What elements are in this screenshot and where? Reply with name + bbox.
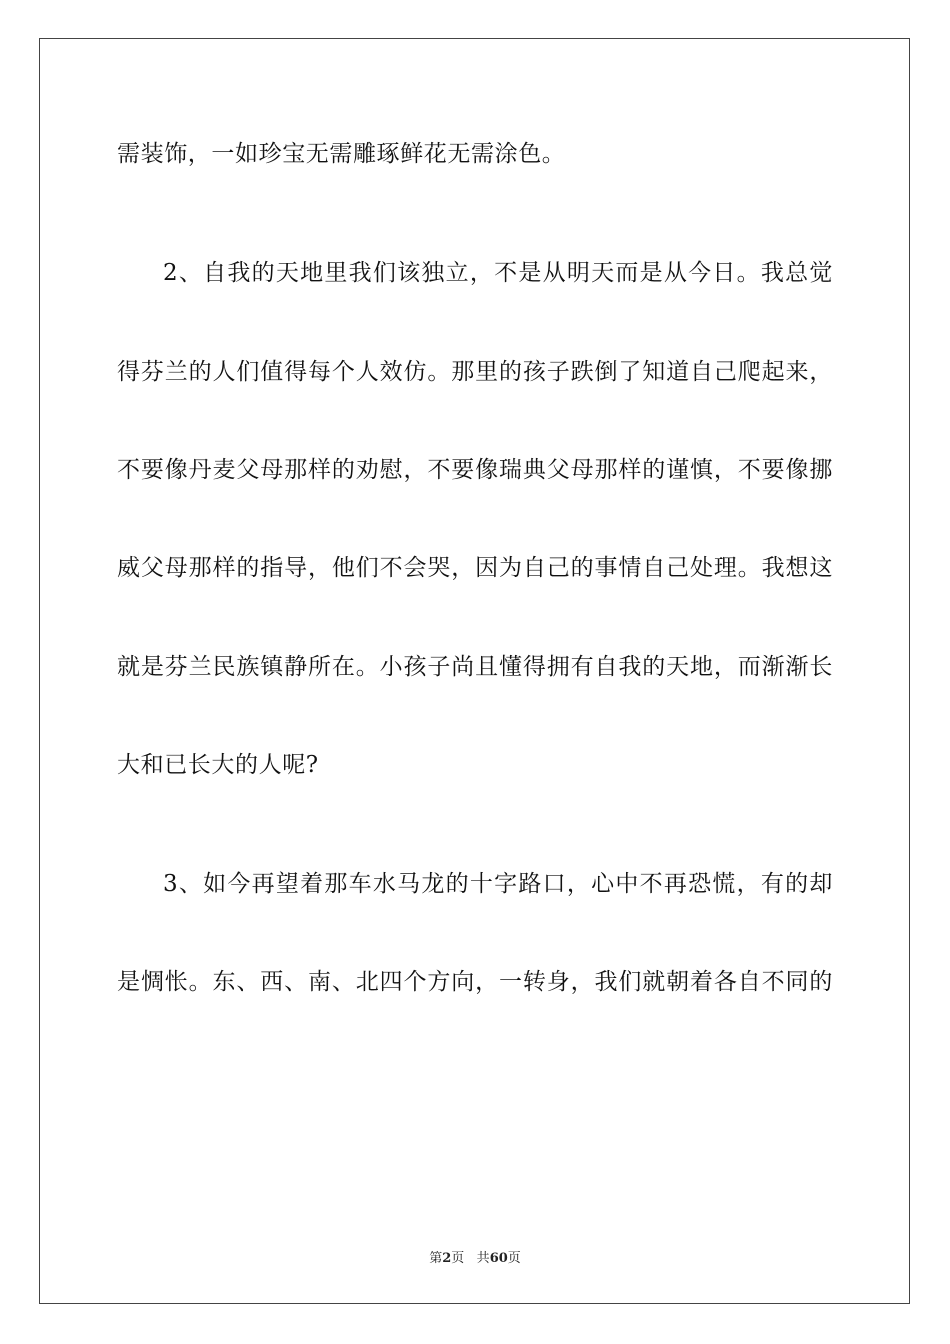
page-footer <box>0 1247 950 1266</box>
paragraph-2-line-1: 2、自我的天地里我们该独立，不是从明天而是从今日。我总觉 <box>163 260 833 286</box>
page-suffix: 页 <box>451 1251 465 1266</box>
paragraph-3-line-2: 是惆怅。东、西、南、北四个方向，一转身，我们就朝着各自不同的 <box>117 969 833 995</box>
paragraph-1-line-1: 需装饰，一如珍宝无需雕琢鲜花无需涂色。 <box>117 141 566 167</box>
paragraph-2-line-3: 不要像丹麦父母那样的劝慰，不要像瑞典父母那样的谨慎，不要像挪 <box>117 457 833 483</box>
page-prefix: 第 <box>429 1251 443 1266</box>
total-prefix: 共 <box>476 1251 490 1266</box>
paragraph-2-line-4: 威父母那样的指导，他们不会哭，因为自己的事情自己处理。我想这 <box>117 555 833 581</box>
paragraph-3-line-1: 3、如今再望着那车水马龙的十字路口，心中不再恐慌，有的却 <box>163 871 833 897</box>
total-suffix: 页 <box>507 1251 521 1266</box>
paragraph-2-line-2: 得芬兰的人们值得每个人效仿。那里的孩子跌倒了知道自己爬起来， <box>117 359 833 385</box>
paragraph-2-line-5: 就是芬兰民族镇静所在。小孩子尚且懂得拥有自我的天地，而渐渐长 <box>117 654 833 680</box>
total-pages: 60 <box>489 1251 508 1266</box>
page-number: 2 <box>442 1251 452 1266</box>
paragraph-2-line-6: 大和已长大的人呢? <box>117 752 319 778</box>
